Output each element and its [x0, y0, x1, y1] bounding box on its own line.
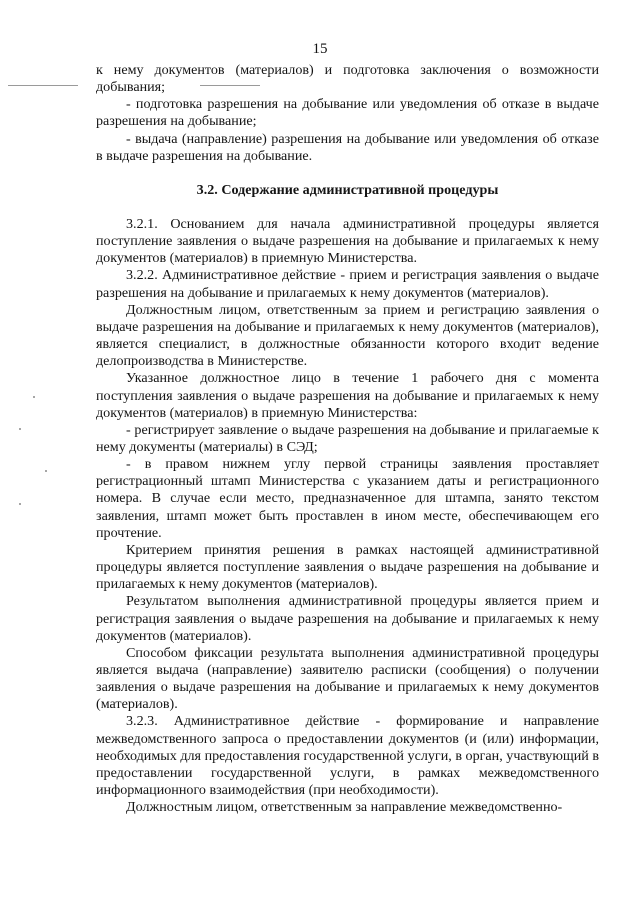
paragraph-continued: к нему документов (материалов) и подготовка заключения о возможности добывания;	[96, 62, 599, 96]
paragraph: 3.2.3. Административное действие - формирование и направление межведомственного запроса о предоставлении документов (и (или) информации, необходимых для предоставления государственной услуги, в орган, участвующий в предоставлении государственной услуги, в рамках межведомственного информационного взаимодействия (при необходимости).	[96, 713, 599, 799]
paragraph: Должностным лицом, ответственным за направление межведомственно-	[126, 799, 563, 816]
scan-artifact	[19, 503, 21, 505]
scan-artifact	[45, 470, 47, 472]
paragraph: Должностным лицом, ответственным за прием и регистрацию заявления о выдаче разрешения на добывание и прилагаемых к нему документов (материалов), является специалист, в должностные обязанности которого входит ведение делопроизводства в Министерстве.	[96, 301, 599, 370]
document-body	[96, 62, 599, 816]
list-item-paragraph: - в правом нижнем углу первой страницы заявления проставляет регистрационный штамп Министерства с указанием даты и регистрационного номера. В случае если место, предназначенное для штампа, занято текстом заявления, штамп может быть проставлен в ином месте, обеспечивающем его прочтение.	[96, 456, 599, 541]
page-number: 15	[312, 41, 328, 57]
paragraph: 3.2.2. Административное действие - прием и регистрация заявления о выдаче разрешения на добывание и прилагаемых к нему документов (материалов).	[96, 267, 599, 301]
list-item-paragraph: - регистрирует заявление о выдаче разрешения на добывание и прилагаемые к нему документы (материалы) в СЭД;	[96, 421, 599, 455]
scan-artifact	[19, 428, 21, 430]
section-heading: 3.2. Содержание административной процедуры	[196, 181, 499, 198]
paragraph: Способом фиксации результата выполнения административной процедуры является выдача (направление) заявителю расписки (сообщения) о получении заявления о выдаче разрешения на добывание и прилагаемых к нему документов (материалов).	[96, 644, 599, 713]
paragraph: Результатом выполнения административной процедуры является прием и регистрация заявления о выдаче разрешения на добывание и прилагаемых к нему документов (материалов).	[96, 593, 599, 644]
paragraph: Критерием принятия решения в рамках настоящей административной процедуры является поступление заявления о выдаче разрешения на добывание и прилагаемых к нему документов (материалов).	[96, 541, 599, 593]
list-item-paragraph: - подготовка разрешения на добывание или уведомления об отказе в выдаче разрешения на добывание;	[96, 96, 599, 130]
paragraph: 3.2.1. Основанием для начала административной процедуры является поступление заявления о выдаче разрешения на добывание и прилагаемых к нему документов (материалов) в приемную Министерства.	[96, 215, 599, 267]
paragraph: Указанное должностное лицо в течение 1 рабочего дня с момента поступления заявления о выдаче разрешения на добывание и прилагаемых к нему документов (материалов) в приемную Министерства:	[96, 370, 599, 421]
scan-artifact	[33, 396, 35, 398]
list-item-paragraph: - выдача (направление) разрешения на добывание или уведомления об отказе в выдаче разрешения на добывание.	[96, 130, 599, 164]
scan-artifact	[8, 85, 78, 86]
